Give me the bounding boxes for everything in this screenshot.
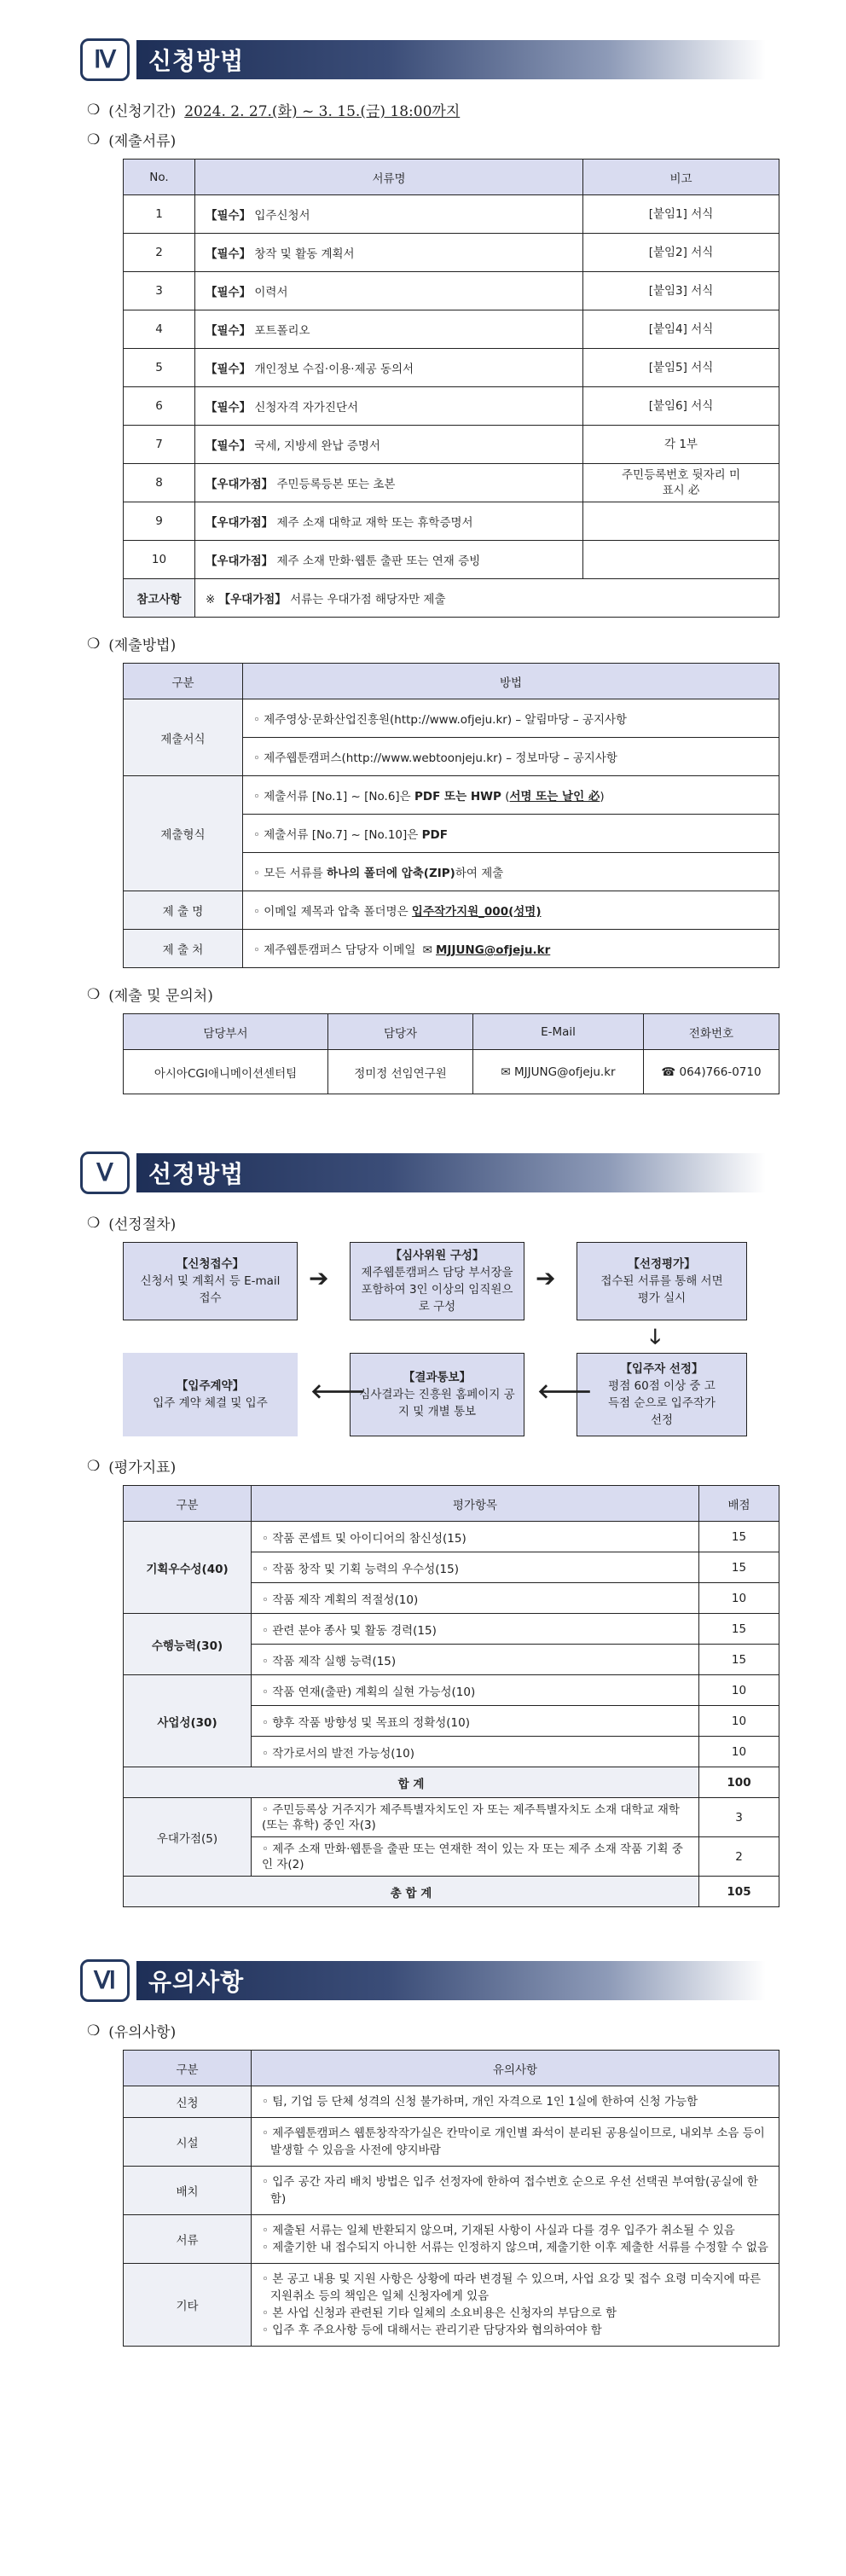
method-subhead <box>87 633 766 654</box>
notice-category: 신청 <box>124 2086 252 2118</box>
step-3 <box>577 1242 747 1320</box>
notice-table <box>123 2050 779 2347</box>
step-1-title: 【신청접수】 <box>176 1257 245 1271</box>
mail-icon: ✉ <box>422 943 432 957</box>
doc-note: [붙임2] 서식 <box>583 234 779 272</box>
envelope-icon: ✉ <box>501 1065 511 1079</box>
doc-tag: 【필수】 <box>206 286 252 299</box>
name-label: 제 출 명 <box>124 891 243 930</box>
doc-tag: 【필수】 <box>206 209 252 223</box>
step-4-title: 【입주자 선정】 <box>620 1362 704 1376</box>
type-2-format: PDF <box>421 828 448 842</box>
step-6-desc: 입주 계약 체결 및 입주 <box>153 1396 268 1410</box>
subtotal-value: 100 <box>699 1767 779 1798</box>
doc-no: 1 <box>124 195 195 234</box>
arrow-left-icon: 🡐 <box>310 1379 366 1403</box>
name-text: ◦ 이메일 제목과 압축 폴더명은 <box>253 905 412 919</box>
step-1-desc: 신청서 및 계획서 등 E-mail 접수 <box>140 1274 281 1305</box>
col-doc-name: 서류명 <box>195 160 583 195</box>
doc-name-cell <box>195 502 583 541</box>
type-1-paren: ( <box>501 790 510 804</box>
doc-no: 10 <box>124 541 195 579</box>
eval-item: ◦ 작품 콘셉트 및 아이디어의 참신성(15) <box>252 1522 699 1552</box>
step-5 <box>350 1353 524 1436</box>
doc-tag: 【필수】 <box>206 324 252 338</box>
notice-text <box>252 2215 779 2264</box>
method-col-type: 구분 <box>124 664 243 699</box>
contact-person: 정미정 선임연구원 <box>328 1050 473 1094</box>
doc-name-cell <box>195 310 583 349</box>
circle-bullet: ❍ <box>87 101 101 119</box>
eval-item: ◦ 관련 분야 종사 및 활동 경력(15) <box>252 1614 699 1645</box>
col-no: No. <box>124 160 195 195</box>
doc-tag: 【우대가점】 <box>206 554 274 568</box>
doc-no: 9 <box>124 502 195 541</box>
section-6-title: 유의사항 <box>136 1961 766 2000</box>
eval-col-item: 평가항목 <box>252 1486 699 1522</box>
eval-points: 15 <box>699 1614 779 1645</box>
proc-subhead-label: (선정절차) <box>108 1216 177 1233</box>
bonus-row-1 <box>124 1798 779 1837</box>
notice-category: 기타 <box>124 2264 252 2347</box>
doc-row <box>124 272 779 310</box>
bonus-item-1: ◦ 주민등록상 거주지가 제주특별자치도인 자 또는 제주특별자치도 소재 대학교 재학(또는 휴학) 중인 자(3) <box>252 1798 699 1837</box>
section-6-number: Ⅵ <box>80 1959 130 2002</box>
notice-subhead <box>87 2020 766 2041</box>
contact-table <box>123 1013 779 1094</box>
doc-name-cell <box>195 541 583 579</box>
reference-text <box>195 579 779 618</box>
doc-row <box>124 195 779 234</box>
doc-name-cell <box>195 426 583 464</box>
doc-row <box>124 426 779 464</box>
contact-col-dept: 담당부서 <box>124 1014 328 1050</box>
arrow-left-icon: 🡐 <box>537 1379 593 1403</box>
proc-subhead <box>87 1212 766 1233</box>
doc-name: 주민등록등본 또는 초본 <box>276 478 396 491</box>
doc-row <box>124 502 779 541</box>
doc-name-cell <box>195 349 583 387</box>
step-4-desc: 평점 60점 이상 중 고득점 순으로 입주작가 선정 <box>608 1379 716 1427</box>
eval-item: ◦ 작가로서의 발전 가능성(10) <box>252 1737 699 1767</box>
circle-bullet: ❍ <box>87 1214 101 1232</box>
period-label: (신청기간) <box>108 103 177 120</box>
doc-tag: 【필수】 <box>206 363 252 376</box>
section-6-header <box>80 1955 766 2006</box>
doc-name-cell <box>195 195 583 234</box>
eval-item: ◦ 향후 작품 방향성 및 목표의 정확성(10) <box>252 1706 699 1737</box>
contact-tel-cell <box>644 1050 779 1094</box>
doc-note: [붙임3] 서식 <box>583 272 779 310</box>
section-5-header <box>80 1147 766 1198</box>
section-5-number: Ⅴ <box>80 1152 130 1194</box>
subtotal-label: 합 계 <box>124 1767 699 1798</box>
eval-points: 10 <box>699 1675 779 1706</box>
reference-body: 서류는 우대가점 해당자만 제출 <box>290 593 446 606</box>
notice-row <box>124 2264 779 2347</box>
section-5-title: 선정방법 <box>136 1153 766 1192</box>
eval-item: ◦ 작품 제작 계획의 적절성(10) <box>252 1583 699 1614</box>
doc-note <box>583 502 779 541</box>
total-label: 총 합 계 <box>124 1877 699 1907</box>
doc-note: [붙임5] 서식 <box>583 349 779 387</box>
type-1-format: PDF 또는 HWP <box>414 790 501 804</box>
arrow-right-icon: ➔ <box>309 1264 329 1292</box>
eval-category: 기획우수성(40) <box>124 1522 252 1614</box>
section-4-header <box>80 34 766 85</box>
notice-row <box>124 2086 779 2118</box>
type-3-zip: 하나의 폴더에 압축(ZIP) <box>327 867 455 880</box>
doc-name: 제주 소재 만화·웹툰 출판 또는 연재 증빙 <box>276 554 481 568</box>
step-1 <box>123 1242 298 1320</box>
doc-name: 신청자격 자가진단서 <box>254 401 359 415</box>
notice-text <box>252 2086 779 2118</box>
section-4-title: 신청방법 <box>136 40 766 79</box>
method-col-method: 방법 <box>243 664 779 699</box>
notice-category: 시설 <box>124 2118 252 2167</box>
step-5-title: 【결과통보】 <box>403 1371 472 1384</box>
eval-item: ◦ 작품 연재(출판) 계획의 실현 가능성(10) <box>252 1675 699 1706</box>
notice-row <box>124 2215 779 2264</box>
doc-tag: 【우대가점】 <box>206 516 274 530</box>
circle-bullet: ❍ <box>87 635 101 653</box>
contact-col-tel: 전화번호 <box>644 1014 779 1050</box>
eval-item: ◦ 작품 제작 실행 능력(15) <box>252 1645 699 1675</box>
eval-subhead-label: (평가지표) <box>108 1459 177 1477</box>
form-line-2: ◦ 제주웹툰캠퍼스(http://www.webtoonjeju.kr) – 정보마당 – 공지사항 <box>243 738 779 776</box>
selection-flow <box>123 1242 798 1438</box>
step-2-desc: 제주웹툰캠퍼스 담당 부서장을 포함하여 3인 이상의 임직원으로 구성 <box>361 1266 513 1314</box>
documents-table <box>123 159 779 618</box>
contact-subhead <box>87 983 766 1005</box>
contact-tel: 064)766-0710 <box>679 1065 762 1079</box>
subtotal-row <box>124 1767 779 1798</box>
place-email-link[interactable]: MJJUNG@ofjeju.kr <box>435 943 551 957</box>
notice-item: ◦ 제출된 서류는 일체 반환되지 않으며, 기재된 사항이 사실과 다를 경우 입주가 취소될 수 있음 <box>262 2224 735 2237</box>
period-value: 2024. 2. 27.(화) ~ 3. 15.(금) 18:00까지 <box>184 103 461 120</box>
col-note: 비고 <box>583 160 779 195</box>
type-line-1 <box>243 776 779 815</box>
type-line-3 <box>243 853 779 891</box>
reference-prefix: ※ <box>206 593 219 606</box>
doc-name: 개인정보 수집·이용·제공 동의서 <box>254 363 414 376</box>
doc-name: 입주신청서 <box>254 209 310 223</box>
type-1-text: ◦ 제출서류 [No.1] ~ [No.6]은 <box>253 790 415 804</box>
eval-item: ◦ 작품 창작 및 기획 능력의 우수성(15) <box>252 1552 699 1583</box>
notice-text <box>252 2167 779 2215</box>
eval-col-points: 배점 <box>699 1486 779 1522</box>
doc-name-cell <box>195 464 583 502</box>
notice-item: ◦ 본 공고 내용 및 지원 사항은 상황에 따라 변경될 수 있으며, 사업 요강 및 접수 요령 미숙지에 따른 지원취소 등의 책임은 일체 신청자에게 있음 <box>262 2272 762 2303</box>
phone-icon: ☎ <box>661 1065 676 1079</box>
type-3-tail: 하여 제출 <box>455 867 504 880</box>
contact-subhead-label: (제출 및 문의처) <box>108 988 213 1005</box>
circle-bullet: ❍ <box>87 2022 101 2039</box>
place-line <box>243 930 779 968</box>
place-label: 제 출 처 <box>124 930 243 968</box>
type-1-close: ) <box>600 790 605 804</box>
total-row <box>124 1877 779 1907</box>
notice-body <box>124 2086 779 2347</box>
type-line-2 <box>243 815 779 853</box>
notice-row <box>124 2167 779 2215</box>
notice-item: ◦ 팀, 기업 등 단체 성격의 신청 불가하며, 개인 자격으로 1인 1실에 한하여 신청 가능함 <box>262 2095 698 2109</box>
contact-col-person: 담당자 <box>328 1014 473 1050</box>
circle-bullet: ❍ <box>87 1457 101 1475</box>
eval-points: 10 <box>699 1737 779 1767</box>
doc-note: 주민등록번호 뒷자리 미표시 必 <box>583 464 779 502</box>
name-line <box>243 891 779 930</box>
doc-row <box>124 234 779 272</box>
eval-points: 15 <box>699 1645 779 1675</box>
method-subhead-label: (제출방법) <box>108 637 177 654</box>
notice-col-type: 구분 <box>124 2051 252 2086</box>
place-text: ◦ 제주웹툰캠퍼스 담당자 이메일 <box>253 943 420 957</box>
doc-no: 5 <box>124 349 195 387</box>
doc-row <box>124 387 779 426</box>
doc-note: [붙임4] 서식 <box>583 310 779 349</box>
contact-email[interactable]: MJJUNG@ofjeju.kr <box>514 1065 616 1079</box>
doc-row <box>124 541 779 579</box>
eval-row <box>124 1614 779 1645</box>
doc-tag: 【우대가점】 <box>206 478 274 491</box>
notice-category: 서류 <box>124 2215 252 2264</box>
section-4-number: Ⅳ <box>80 38 130 81</box>
step-2-title: 【심사위원 구성】 <box>390 1249 484 1262</box>
notice-item: ◦ 입주 후 주요사항 등에 대해서는 관리기관 담당자와 협의하여야 함 <box>262 2324 602 2337</box>
notice-col-body: 유의사항 <box>252 2051 779 2086</box>
doc-note: 각 1부 <box>583 426 779 464</box>
eval-points: 10 <box>699 1706 779 1737</box>
form-line-1: ◦ 제주영상·문화산업진흥원(http://www.ofjeju.kr) – 알림마당 – 공지사항 <box>243 699 779 738</box>
docs-subhead-label: (제출서류) <box>108 133 177 150</box>
doc-note: [붙임6] 서식 <box>583 387 779 426</box>
method-table <box>123 663 779 968</box>
notice-item: ◦ 제출기한 내 접수되지 아니한 서류는 인정하지 않으며, 제출기한 이후 제출한 서류를 수정할 수 없음 <box>262 2241 768 2254</box>
eval-points: 10 <box>699 1583 779 1614</box>
eval-points: 15 <box>699 1552 779 1583</box>
docs-subhead <box>87 129 766 150</box>
doc-tag: 【필수】 <box>206 439 252 453</box>
type-1-sign: 서명 또는 날인 必 <box>509 790 600 804</box>
step-5-desc: 심사결과는 진흥원 홈페이지 공지 및 개별 통보 <box>359 1388 515 1419</box>
type-label: 제출형식 <box>124 776 243 891</box>
bonus-category: 우대가점(5) <box>124 1798 252 1877</box>
notice-row <box>124 2118 779 2167</box>
notice-text <box>252 2264 779 2347</box>
doc-name-cell <box>195 234 583 272</box>
notice-subhead-label: (유의사항) <box>108 2024 177 2041</box>
reference-row <box>124 579 779 618</box>
notice-item: ◦ 입주 공간 자리 배치 방법은 입주 선정자에 한하여 접수번호 순으로 우선 선택권 부여함(공실에 한함) <box>262 2175 758 2206</box>
doc-no: 6 <box>124 387 195 426</box>
bonus-points-1: 3 <box>699 1798 779 1837</box>
doc-no: 4 <box>124 310 195 349</box>
circle-bullet: ❍ <box>87 131 101 148</box>
doc-tag: 【필수】 <box>206 247 252 261</box>
doc-tag: 【필수】 <box>206 401 252 415</box>
doc-name: 국세, 지방세 완납 증명서 <box>254 439 380 453</box>
step-2 <box>350 1242 524 1320</box>
evaluation-table <box>123 1485 779 1907</box>
eval-col-type: 구분 <box>124 1486 252 1522</box>
step-6 <box>123 1353 298 1436</box>
eval-row <box>124 1522 779 1552</box>
doc-name: 창작 및 활동 계획서 <box>254 247 355 261</box>
doc-no: 8 <box>124 464 195 502</box>
contact-col-email: E-Mail <box>473 1014 644 1050</box>
evaluation-body <box>124 1522 779 1767</box>
notice-category: 배치 <box>124 2167 252 2215</box>
eval-row <box>124 1675 779 1706</box>
doc-no: 7 <box>124 426 195 464</box>
doc-name: 포트폴리오 <box>254 324 310 338</box>
arrow-right-icon: ➔ <box>536 1264 556 1292</box>
form-label: 제출서식 <box>124 699 243 776</box>
notice-item: ◦ 제주웹툰캠퍼스 웹툰창작작가실은 칸막이로 개인별 좌석이 분리된 공용실이므로, 내외부 소음 등이 발생할 수 있음을 사전에 양지바람 <box>262 2126 765 2157</box>
contact-dept: 아시아CGI애니메이션센터팀 <box>124 1050 328 1094</box>
contact-email-cell <box>473 1050 644 1094</box>
total-value: 105 <box>699 1877 779 1907</box>
reference-tag: 【우대가점】 <box>218 593 287 606</box>
doc-no: 3 <box>124 272 195 310</box>
step-4 <box>577 1353 747 1436</box>
doc-note <box>583 541 779 579</box>
documents-body <box>124 195 779 579</box>
doc-name: 제주 소재 대학교 재학 또는 휴학증명서 <box>276 516 473 530</box>
eval-category: 사업성(30) <box>124 1675 252 1767</box>
notice-text <box>252 2118 779 2167</box>
doc-name-cell <box>195 387 583 426</box>
eval-subhead <box>87 1455 766 1477</box>
doc-row <box>124 310 779 349</box>
step-6-title: 【입주계약】 <box>176 1379 245 1393</box>
type-3-text: ◦ 모든 서류를 <box>253 867 327 880</box>
doc-row <box>124 349 779 387</box>
name-format: 입주작가지원_000(성명) <box>411 905 542 919</box>
arrow-down-icon: 🡓 <box>650 1325 661 1349</box>
doc-name: 이력서 <box>254 286 288 299</box>
notice-item: ◦ 본 사업 신청과 관련된 기타 일체의 소요비용은 신청자의 부담으로 함 <box>262 2306 617 2320</box>
doc-no: 2 <box>124 234 195 272</box>
type-2-text: ◦ 제출서류 [No.7] ~ [No.10]은 <box>253 828 422 842</box>
eval-points: 15 <box>699 1522 779 1552</box>
eval-category: 수행능력(30) <box>124 1614 252 1675</box>
application-period <box>87 99 766 120</box>
doc-name-cell <box>195 272 583 310</box>
step-3-title: 【선정평가】 <box>628 1257 696 1271</box>
bonus-item-2: ◦ 제주 소재 만화·웹툰을 출판 또는 연재한 적이 있는 자 또는 제주 소재 작품 기획 중인 자(2) <box>252 1837 699 1877</box>
step-3-desc: 접수된 서류를 통해 서면평가 실시 <box>600 1274 723 1305</box>
reference-label: 참고사항 <box>124 579 195 618</box>
circle-bullet: ❍ <box>87 985 101 1003</box>
doc-row <box>124 464 779 502</box>
doc-note: [붙임1] 서식 <box>583 195 779 234</box>
bonus-points-2: 2 <box>699 1837 779 1877</box>
